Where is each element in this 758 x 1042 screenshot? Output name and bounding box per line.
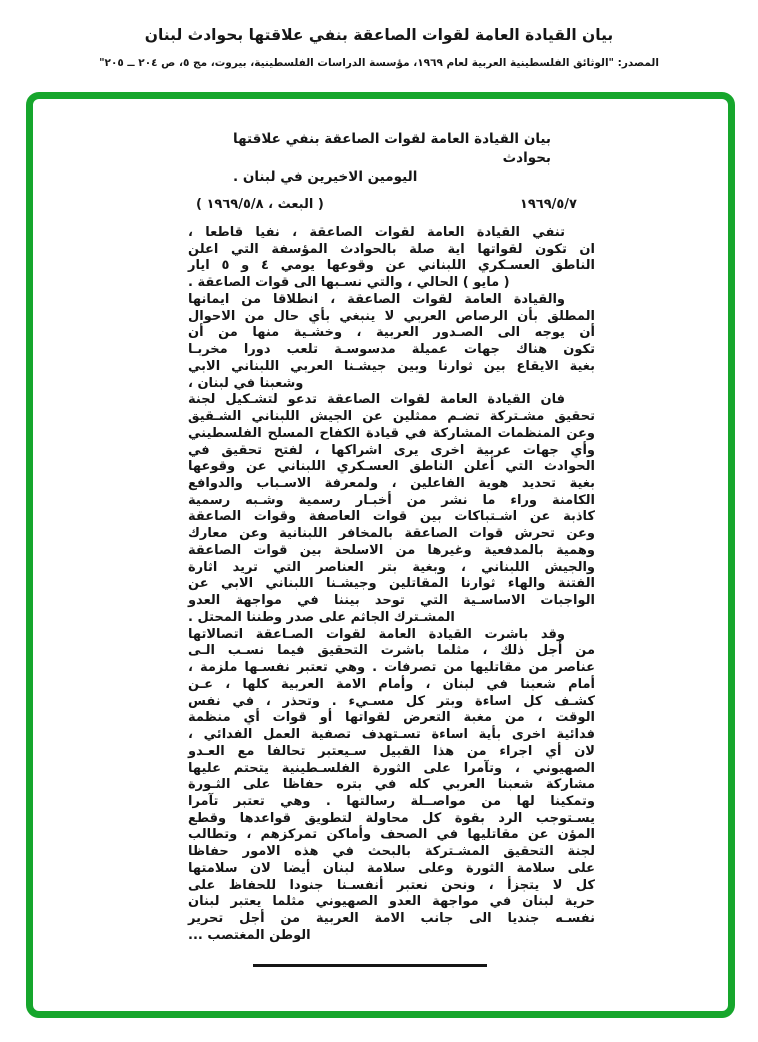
body-line: المشـترك الجاثم على صدر وطننا المحتل .	[188, 609, 455, 625]
body-line: الواجبات الاساسـية التي توحد بيننا في مواجهة العدو	[188, 593, 595, 609]
body-line: وعن المنظمات المشاركة في قيادة الكفاح المسلح الفلسطيني	[188, 425, 595, 441]
body-line: والقيادة العامة لقوات الصاعقة ، انطلاقا من ايمانها	[188, 291, 565, 307]
heading-line: اليومين الاخيرين في لبنان .	[233, 169, 418, 185]
body-line: والجيش اللبناني ، وبغية بتر العناصر التي تريد اثارة	[188, 559, 595, 575]
body-line: كل لا يتجزأ ، ونحن نعتبر أنفسـنا جنودا للحفاظ على	[188, 877, 595, 893]
body-line: وتمكينا لها من مواصــلة رسالتها . وهي تعتبر تآمرا	[188, 793, 595, 809]
body-line: بغية الايقاع بين ثوارنا وبين جيشـنا العربي اللبناني الابي	[188, 358, 595, 374]
body-line: وشعبنا في لبنان ،	[188, 375, 304, 391]
body-line: المطلق بأن الرصاص العربي لا ينبغي بأي حال من الاحوال	[188, 308, 595, 324]
source-citation: المصدر: "الوثائق الفلسطينية العربية لعام ١٩٦٩، مؤسسة الدراسات الفلسطينية، بيروت، مج ٥، ص ٢٠٤ ــ ٢٠٥"	[99, 57, 659, 69]
body-line: فان القيادة العامة لقوات الصاعقة تدعو لتشـكيل لجنة	[188, 392, 565, 408]
body-line: الفتنة والهاء ثوارنا المقاتلين وجيشـنا اللبناني الابي عن	[188, 576, 595, 592]
body-line: لان أي اجراء من هذا القبيل سـيعتبر تحالفا مع العـدو	[188, 743, 595, 759]
document	[188, 130, 595, 945]
body-line: فدائية اخرى بأية اساءة تسـتهدف تصفية العمل الفدائي ،	[188, 727, 595, 743]
body-line: الناطق العسـكري اللبناني عن وقوعها يومي ٤ و ٥ ايار	[188, 258, 595, 274]
body-line: كشـف كل اساءة وبتر كل مسـيء . وتحذر ، في نفس	[188, 693, 595, 709]
document-body	[188, 225, 595, 945]
body-line: وعن تحرش قوات الصاعقة بالمخافر اللبنانية وعن معارك	[188, 526, 595, 542]
body-line: الكامنة وراء ما نشر من أخبـار رسمية وشـبه رسمية	[188, 492, 595, 508]
body-line: الوطن المغتصب ...	[188, 927, 311, 943]
body-line: تكون هناك جهات عميلة مدسوسـة تلعب دورا مخربـا	[188, 342, 595, 358]
body-line: كاذبة عن اشـتباكات بين قوات العاصفة وقوات الصاعقة	[188, 509, 595, 525]
body-line: من أجل ذلك ، مثلما باشرت التحقيق فيما نسـب الـى	[188, 643, 595, 659]
body-line: لجنة التحقيق المشـتركة بالبحث في هذه الامور حفاظا	[188, 844, 595, 860]
body-line: الصهيوني ، وتآمرا على الثورة الفلسـطينية يتحتم عليها	[188, 760, 595, 776]
body-line: مشاركة شعبنا العربي كله في بتره حفاظا على الثـورة	[188, 777, 595, 793]
page-title: بيان القيادة العامة لقوات الصاعقة بنفي علاقتها بحوادث لبنان	[144, 26, 614, 44]
body-line: نفسـه جنديا الى جانب الامة العربية من أجل تحرير	[188, 911, 595, 927]
body-line: أمام شعبنا في لبنان ، وأمام الامة العربية كلها ، عـن	[188, 676, 595, 692]
date-row	[188, 196, 595, 213]
body-line: المؤن عن مقاتليها في الصحف وأماكن تمركزهم ، وتطالب	[188, 827, 595, 843]
date-left: ( البعث ، ١٩٦٩/٥/٨ )	[196, 197, 324, 212]
body-line: وقد باشرت القيادة العامة لقوات الصـاعقة اتصالاتها	[188, 626, 565, 642]
body-line: تحقيق مشـتركة تضـم ممثلين عن الجيش اللبناني الشـقيق	[188, 409, 595, 425]
bottom-rule	[253, 964, 487, 967]
body-line: الوقت ، من مغبة التعرض لقواتها أو قوات أي منظمة	[188, 710, 595, 726]
body-line: ان تكون لقواتها اية صلة بالحوادث المؤسفة التي اعلن	[188, 241, 595, 257]
body-line: عناصر من مقاتليها من تصرفات . وهي تعتبر نفسـها ملزمة ،	[188, 660, 595, 676]
body-line: يسـتوجب الرد بقوة كل محاولة لتطويق قواعدها وقطع	[188, 810, 595, 826]
body-line: بغية تحديد هوية الفاعلين ، ولمعرفة الاسـباب والدوافع	[188, 476, 595, 492]
date-right: ١٩٦٩/٥/٧	[519, 197, 577, 212]
body-line: وأي جهات عربية اخرى يرى اشراكها ، لفتح تحقيق في	[188, 442, 595, 458]
body-line: وهمية بالمدفعية وغيرها من الاسلحة بين قوات الصاعقة	[188, 542, 595, 558]
body-line: ( مايو ) الحالي ، والتي نسـبها الى قوات الصاعقة .	[188, 275, 510, 291]
document-heading	[188, 130, 595, 187]
heading-line: بيان القيادة العامة لقوات الصاعقة بنفي علاقتها بحوادث	[233, 131, 551, 166]
body-line: حرية لبنان في مواجهة العدو الصهيوني مثلما يعتبر لبنان	[188, 894, 595, 910]
body-line: على سلامة الثورة وعلى سلامة لبنان أيضا لان سلامتها	[188, 860, 595, 876]
body-line: تنفي القيادة العامة لقوات الصاعقة ، نفيا قاطعا ،	[188, 225, 565, 240]
body-line: الحوادث التي أعلن الناطق العسـكري اللبناني عن وقوعها	[188, 459, 595, 475]
body-line: أن يوجه الى الصـدور العربية ، وخشـية منها من أن	[188, 325, 595, 341]
